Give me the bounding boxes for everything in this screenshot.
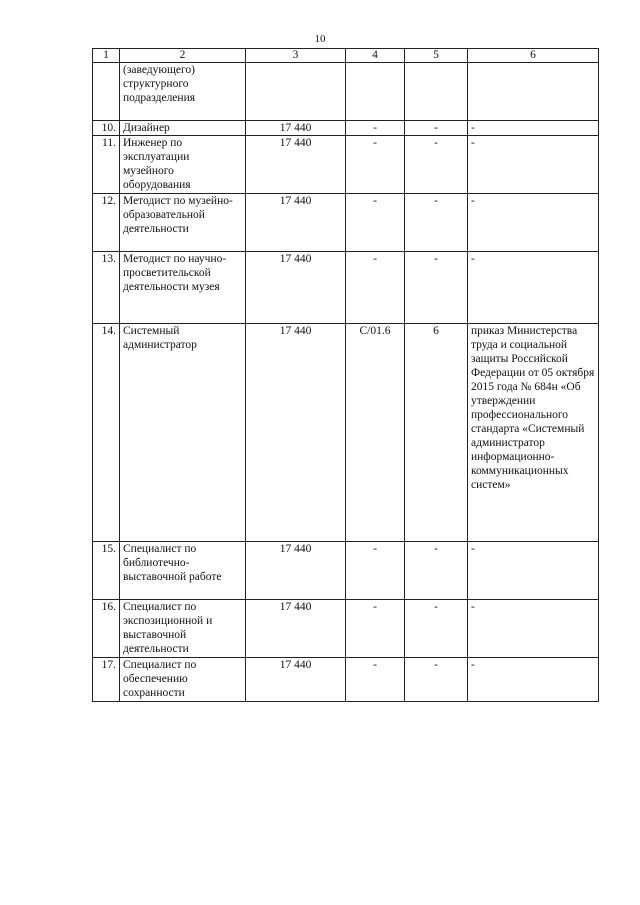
salary-cell: 17 440 bbox=[246, 600, 346, 658]
table-row bbox=[93, 121, 599, 136]
level-cell: 6 bbox=[405, 324, 468, 542]
positions-table bbox=[92, 48, 599, 702]
code-cell: - bbox=[346, 600, 405, 658]
salary-cell: 17 440 bbox=[246, 658, 346, 702]
row-number-cell: 16. bbox=[93, 600, 120, 658]
code-cell: - bbox=[346, 194, 405, 252]
page-number: 10 bbox=[314, 33, 326, 45]
row-number-cell: 14. bbox=[93, 324, 120, 542]
standard-cell: приказ Министерства труда и социальной защиты Российской Федерации от 05 октября 2015 года № 684н «Об утверждении профессионального стандарта «Системный администратор информационно-коммуникационных систем» bbox=[468, 324, 599, 542]
standard-cell: - bbox=[468, 658, 599, 702]
code-cell: - bbox=[346, 252, 405, 324]
column-header-6: 6 bbox=[468, 49, 599, 63]
column-header-2: 2 bbox=[120, 49, 246, 63]
salary-cell: 17 440 bbox=[246, 136, 346, 194]
standard-cell: - bbox=[468, 194, 599, 252]
table-row bbox=[93, 542, 599, 600]
position-title-cell: Методист по научно-просветительской деятельности музея bbox=[120, 252, 246, 324]
row-number-cell: 12. bbox=[93, 194, 120, 252]
row-number-cell bbox=[93, 63, 120, 121]
table-row bbox=[93, 324, 599, 542]
column-header-5: 5 bbox=[405, 49, 468, 63]
level-cell: - bbox=[405, 600, 468, 658]
standard-cell: - bbox=[468, 121, 599, 136]
column-header-4: 4 bbox=[346, 49, 405, 63]
level-cell bbox=[405, 63, 468, 121]
position-title-cell: Методист по музейно-образовательной деятельности bbox=[120, 194, 246, 252]
salary-cell: 17 440 bbox=[246, 324, 346, 542]
level-cell: - bbox=[405, 136, 468, 194]
table-row bbox=[93, 658, 599, 702]
level-cell: - bbox=[405, 542, 468, 600]
code-cell: - bbox=[346, 121, 405, 136]
code-cell: - bbox=[346, 542, 405, 600]
salary-cell: 17 440 bbox=[246, 542, 346, 600]
position-title-cell: Специалист по библиотечно-выставочной работе bbox=[120, 542, 246, 600]
salary-cell: 17 440 bbox=[246, 194, 346, 252]
position-title-cell: Дизайнер bbox=[120, 121, 246, 136]
code-cell bbox=[346, 63, 405, 121]
table-row bbox=[93, 136, 599, 194]
position-title-cell: Инженер по эксплуатации музейного оборудования bbox=[120, 136, 246, 194]
salary-cell: 17 440 bbox=[246, 121, 346, 136]
row-number-cell: 15. bbox=[93, 542, 120, 600]
standard-cell: - bbox=[468, 542, 599, 600]
row-number-cell: 17. bbox=[93, 658, 120, 702]
row-number-cell: 13. bbox=[93, 252, 120, 324]
code-cell: С/01.6 bbox=[346, 324, 405, 542]
salary-cell: 17 440 bbox=[246, 252, 346, 324]
level-cell: - bbox=[405, 194, 468, 252]
table-row bbox=[93, 194, 599, 252]
row-number-cell: 10. bbox=[93, 121, 120, 136]
table-row bbox=[93, 600, 599, 658]
level-cell: - bbox=[405, 252, 468, 324]
table-row bbox=[93, 63, 599, 121]
standard-cell: - bbox=[468, 600, 599, 658]
standard-cell bbox=[468, 63, 599, 121]
position-title-cell: Системный администратор bbox=[120, 324, 246, 542]
table-row bbox=[93, 252, 599, 324]
salary-cell bbox=[246, 63, 346, 121]
row-number-cell: 11. bbox=[93, 136, 120, 194]
code-cell: - bbox=[346, 658, 405, 702]
table-header-row bbox=[93, 49, 599, 63]
position-title-cell: Специалист по обеспечению сохранности bbox=[120, 658, 246, 702]
standard-cell: - bbox=[468, 136, 599, 194]
column-header-3: 3 bbox=[246, 49, 346, 63]
level-cell: - bbox=[405, 658, 468, 702]
standard-cell: - bbox=[468, 252, 599, 324]
code-cell: - bbox=[346, 136, 405, 194]
position-title-cell: Специалист по экспозиционной и выставочной деятельности bbox=[120, 600, 246, 658]
level-cell: - bbox=[405, 121, 468, 136]
column-header-1: 1 bbox=[93, 49, 120, 63]
position-title-cell: (заведующего) структурного подразделения bbox=[120, 63, 246, 121]
